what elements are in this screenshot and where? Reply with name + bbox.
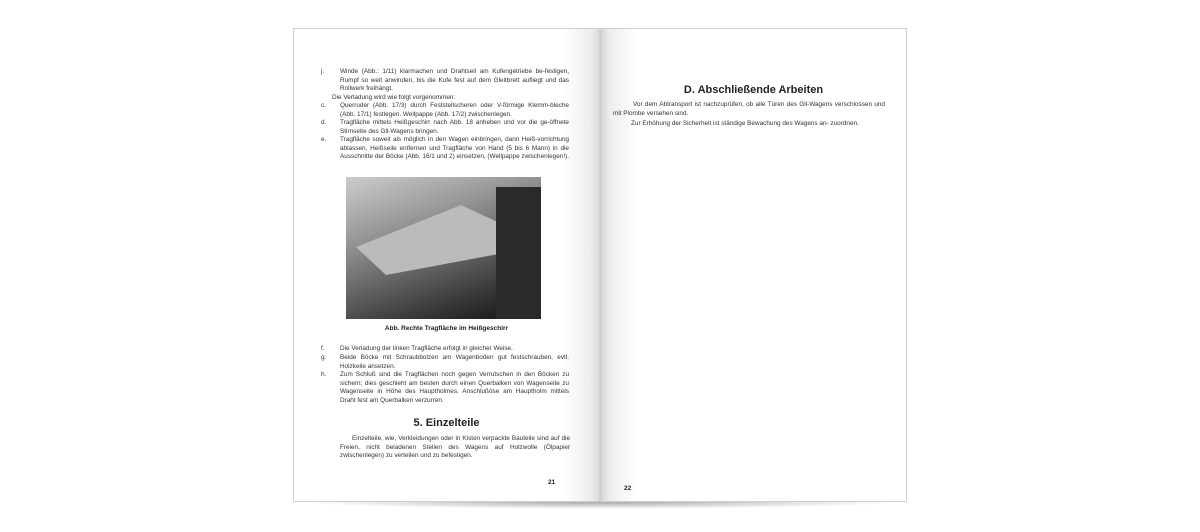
- item-text: Winde (Abb.: 1/11) klarmachen und Drahtseil am Kufengetriebe be-festigen, Rumpf so weit anwinden, bis die Kufe fest auf dem Gleitbrett aufliegt und das Rollwerk freihängt.: [340, 68, 569, 93]
- list-item-d: [321, 119, 569, 136]
- item-key: g.: [321, 354, 327, 361]
- item-key: f.: [321, 345, 325, 352]
- list-item-e: [321, 136, 569, 162]
- list-item-j: [321, 68, 569, 94]
- paragraph-1: Vor dem Abtransport ist nachzuprüfen, ob alle Türen des Gll-Wagens verschlossen und mit Plombe versehen sind.: [613, 101, 885, 117]
- section-heading: D. Abschließende Arbeiten: [683, 84, 824, 96]
- list-item-c: [321, 102, 569, 119]
- paragraph-2: Zur Erhöhung der Sicherheit ist ständige Bewachung des Wagens an- zuordnen.: [631, 120, 859, 127]
- item-text: Querruder (Abb. 17/3) durch Feststellscheren oder V-förmige Klemm-bleche (Abb. 17/1) festlegen. Wellpappe (Abb. 17/2) zwischenlegen.: [340, 102, 569, 118]
- intro-line: Die Verladung wird wie folgt vorgenommen:: [332, 94, 456, 101]
- section-heading: 5. Einzelteile: [413, 417, 480, 429]
- item-text: Zum Schluß sind die Tragflächen noch gegen Verrutschen in den Böcken zu sichern; dies geschieht am besten durch einen Querbalken von Wagenseite zu Wagenseite in Höhe des Hauptholmes. Anschlußöse am Hauptholm mittels Draht fest am Querbalken verzurren.: [340, 371, 569, 404]
- page-number: 22: [624, 485, 632, 492]
- list-item-f: [321, 345, 569, 354]
- item-text: Beide Böcke mit Schraubbolzen am Wagenboden gut festschrauben, evtl. Holzkeile ansetzen.: [340, 354, 569, 370]
- item-key: j.: [321, 68, 325, 75]
- section-paragraph: Einzelteile, wie, Verkleidungen oder in Kisten verpackte Bauteile sind auf die Freien, nicht beladenen Stellen des Wagens auf Holzwolle (Ölpapier zwischenlegen) zu verteilen und zu befestigen.: [340, 435, 570, 460]
- left-page: [293, 28, 600, 502]
- item-key: d.: [321, 119, 327, 126]
- item-key: c.: [321, 102, 326, 109]
- wing-photo: [346, 177, 541, 319]
- item-text: Tragfläche soweit als möglich in den Wagen einbringen, dann Heiß-vorrichtung ablassen, Heißseile entfernen und Tragfläche von Hand (5 bis 6 Mann) in die Ausschnitte der Böcke (Abb. 16/1 und 2) einsetzen, (Wellpappe zwischenlegen!).: [340, 136, 570, 161]
- photo-caption: Abb. Rechte Tragfläche im Heißgeschirr: [384, 325, 509, 332]
- item-text: Tragfläche mittels Heißgeschirr nach Abb. 18 anheben und vor die ge-öffnete Stirnseite des Gll-Wagens bringen.: [340, 119, 569, 135]
- right-page: [600, 28, 907, 502]
- item-key: h.: [321, 371, 327, 378]
- item-key: e.: [321, 136, 327, 143]
- list-item-h: [321, 371, 569, 405]
- item-text: Die Verladung der linken Tragfläche erfolgt in gleicher Weise.: [340, 345, 513, 352]
- list-item-g: [321, 354, 569, 371]
- page-number: 21: [548, 479, 556, 486]
